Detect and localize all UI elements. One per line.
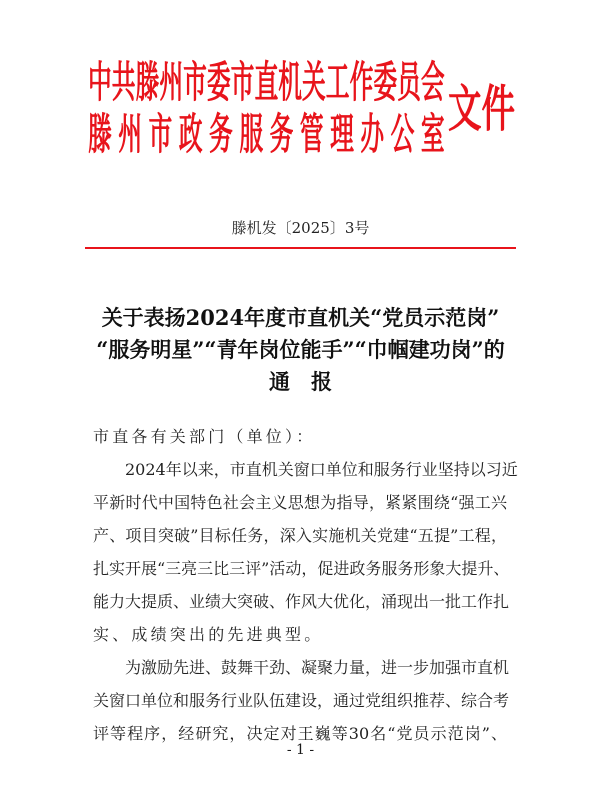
body-line: 为激励先进、鼓舞干劲、凝聚力量，进一步加强市直机 bbox=[93, 658, 510, 677]
body-line: 关窗口单位和服务行业队伍建设，通过党组织推荐、综合考 bbox=[93, 691, 510, 710]
title-line-3: 通 报 bbox=[269, 369, 332, 394]
page-number: - 1 - bbox=[286, 742, 315, 758]
title-line-2: “服务明星”“青年岗位能手”“巾帼建功岗”的 bbox=[96, 337, 505, 362]
doc-type-label: 文件 bbox=[448, 79, 515, 138]
red-divider bbox=[85, 247, 516, 249]
body-line: 平新时代中国特色社会主义思想为指导，紧紧围绕“强工兴 bbox=[93, 493, 507, 512]
body-line: 产、项目突破”目标任务，深入实施机关党建“五提”工程， bbox=[93, 526, 507, 545]
body-line: 2024年以来，市直机关窗口单位和服务行业坚持以习近 bbox=[93, 460, 518, 479]
salutation: 市直各有关部门（单位）： bbox=[93, 427, 316, 446]
body-line: 能力大提质、业绩大突破、作风大优化，涌现出一批工作扎 bbox=[93, 592, 510, 611]
body-line: 评等程序，经研究，决定对王巍等30名“党员示范岗”、 bbox=[93, 724, 507, 743]
title-line-1: 关于表扬2024年度市直机关“党员示范岗” bbox=[101, 305, 500, 330]
body-line: 实、成绩突出的先进典型。 bbox=[93, 625, 324, 644]
issuing-org-line1: 中共滕州市委市直机关工作委员会 bbox=[88, 58, 445, 108]
document-number: 滕机发〔2025〕3号 bbox=[231, 219, 370, 237]
issuing-org-line2: 滕州市政务服务管理办公室 bbox=[88, 110, 445, 160]
body-line: 扎实开展“三亮三比三评”活动，促进政务服务形象大提升、 bbox=[93, 559, 510, 578]
